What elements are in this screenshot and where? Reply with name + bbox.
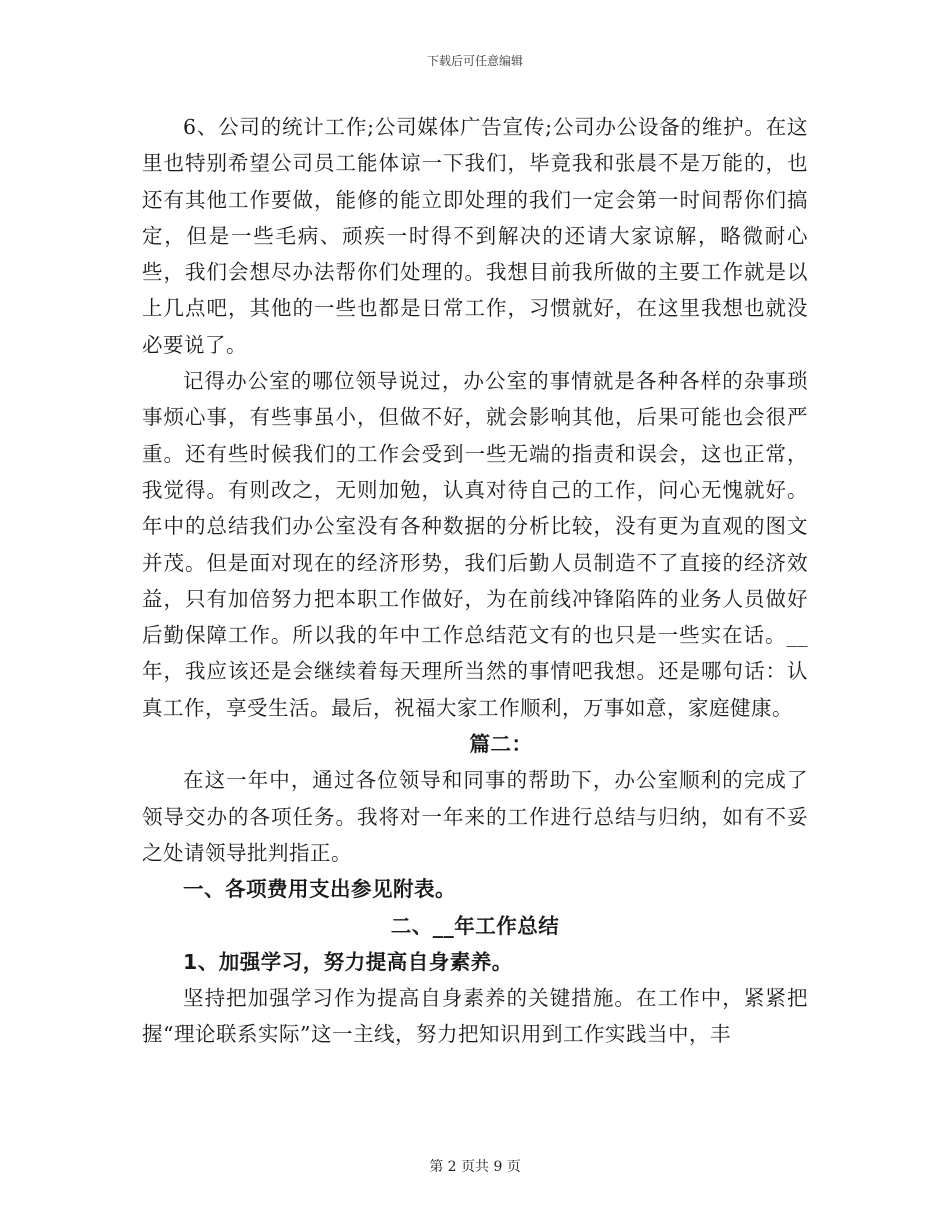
paragraph-2: 记得办公室的哪位领导说过，办公室的事情就是各种各样的杂事琐事烦心事，有些事虽小，但做不好，就会影响其他，后果可能也会很严重。还有些时候我们的工作会受到一些无端的指责和误会，这也正常，我觉得。有则改之，无则加勉，认真对待自己的工作，问心无愧就好。年中的总结我们办公室没有各种数据的分析比较，没有更为直观的图文并茂。但是面对现在的经济形势，我们后勤人员制造不了直接的经济效益，只有加倍努力把本职工作做好，为在前线冲锋陷阵的业务人员做好后勤保障工作。所以我的年中工作总结范文有的也只是一些实在话。__年，我应该还是会继续着每天理所当然的事情吧我想。还是哪句话：认真工作，享受生活。最后，祝福大家工作顺利，万事如意，家庭健康。 xyxy=(142,369,808,720)
section-title: 篇二： xyxy=(469,732,533,757)
heading-expenses: 一、各项费用支出参见附表。 xyxy=(183,877,456,902)
paragraph-1: 6、公司的统计工作;公司媒体广告宣传;公司办公设备的维护。在这里也特别希望公司员工能体谅一下我们，毕竟我和张晨不是万能的，也还有其他工作要做，能修的能立即处理的我们一定会第一时间帮你们搞定，但是一些毛病、顽疾一时得不到解决的还请大家谅解，略微耐心些，我们会想尽办法帮你们处理的。我想目前我所做的主要工作就是以上几点吧，其他的一些也都是日常工作，习惯就好，在这里我想也就没必要说了。 xyxy=(142,115,808,357)
page-header: 下载后可任意编辑 xyxy=(426,54,523,68)
page-footer: 第 2 页共 9 页 xyxy=(429,1159,521,1175)
paragraph-4: 坚持把加强学习作为提高自身素养的关键措施。在工作中，紧紧把握“理论联系实际”这一主线，努力把知识用到工作实践当中，丰 xyxy=(142,986,808,1047)
document-body xyxy=(142,109,808,1053)
heading-work-summary: 二、__年工作总结 xyxy=(390,913,560,938)
heading-study: 1、加强学习，努力提高自身素养。 xyxy=(183,949,513,974)
paragraph-3: 在这一年中，通过各位领导和同事的帮助下，办公室顺利的完成了领导交办的各项任务。我将对一年来的工作进行总结与归纳，如有不妥之处请领导批判指正。 xyxy=(142,768,808,865)
